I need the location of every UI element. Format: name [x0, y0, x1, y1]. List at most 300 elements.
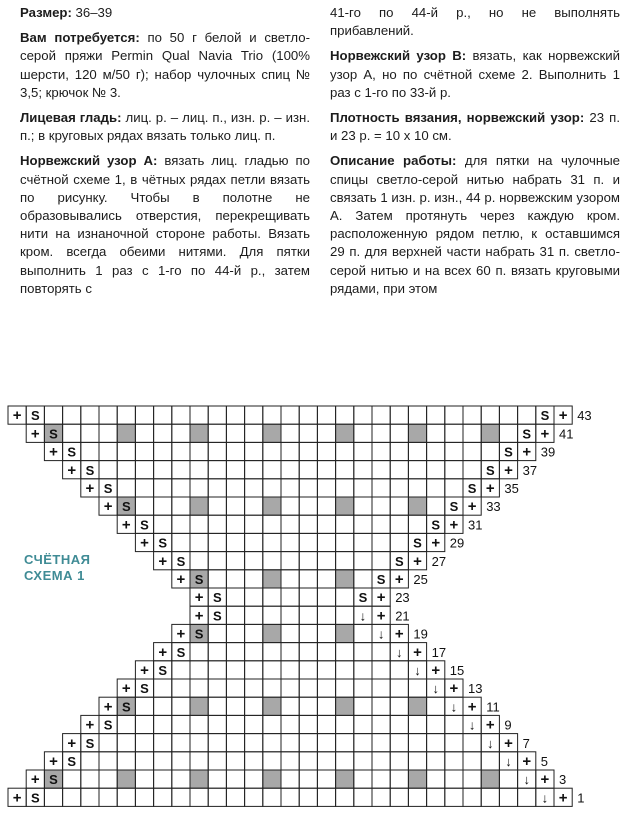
grid-cell — [317, 661, 335, 679]
grid-cell — [190, 533, 208, 551]
turn-symbol: S — [376, 571, 386, 587]
grid-cell — [390, 734, 408, 752]
grid-cell — [317, 552, 335, 570]
grid-cell — [427, 461, 445, 479]
grid-cell — [263, 533, 281, 551]
grid-cell — [390, 442, 408, 460]
edge-stitch-symbol: + — [449, 516, 459, 534]
grid-cell — [226, 624, 244, 642]
grid-cell — [44, 788, 62, 806]
grid-cell — [354, 661, 372, 679]
grid-cell — [317, 679, 335, 697]
grid-cell — [208, 552, 226, 570]
grid-cell — [372, 752, 390, 770]
grid-cell — [263, 588, 281, 606]
grid-cell — [299, 715, 317, 733]
grid-cell — [281, 770, 299, 788]
pattern-cell — [481, 770, 499, 788]
grid-cell — [245, 679, 263, 697]
grid-cell — [299, 752, 317, 770]
grid-cell — [354, 461, 372, 479]
grid-cell — [172, 533, 190, 551]
grid-cell — [299, 406, 317, 424]
grid-cell — [172, 715, 190, 733]
grid-cell — [226, 461, 244, 479]
pattern-cell — [263, 570, 281, 588]
grid-cell — [263, 715, 281, 733]
grid-cell — [463, 406, 481, 424]
paragraph — [20, 109, 310, 145]
grid-cell — [81, 406, 99, 424]
grid-cell — [63, 770, 81, 788]
grid-cell — [299, 697, 317, 715]
grid-cell — [99, 461, 117, 479]
pattern-cell — [408, 497, 426, 515]
edge-stitch-symbol: + — [394, 625, 404, 643]
grid-cell — [135, 479, 153, 497]
grid-cell — [408, 752, 426, 770]
grid-cell — [135, 770, 153, 788]
grid-cell — [154, 406, 172, 424]
grid-cell — [427, 406, 445, 424]
grid-cell — [172, 479, 190, 497]
grid-cell — [372, 497, 390, 515]
decrease-symbol: ↓ — [414, 662, 421, 678]
grid-cell — [135, 497, 153, 515]
grid-cell — [172, 697, 190, 715]
pattern-cell — [190, 697, 208, 715]
paragraph — [330, 109, 620, 145]
grid-cell — [154, 752, 172, 770]
turn-symbol: S — [212, 590, 222, 606]
pattern-cell — [408, 770, 426, 788]
grid-cell — [281, 752, 299, 770]
edge-stitch-symbol: + — [85, 716, 95, 734]
grid-cell — [427, 697, 445, 715]
grid-cell — [408, 461, 426, 479]
grid-cell — [281, 552, 299, 570]
paragraph — [20, 4, 310, 22]
grid-cell — [154, 734, 172, 752]
grid-cell — [299, 661, 317, 679]
grid-cell — [445, 461, 463, 479]
grid-cell — [172, 788, 190, 806]
edge-stitch-symbol: + — [413, 552, 422, 570]
grid-cell — [317, 479, 335, 497]
grid-cell — [226, 734, 244, 752]
grid-cell — [463, 442, 481, 460]
grid-cell — [135, 424, 153, 442]
grid-cell — [99, 788, 117, 806]
grid-cell — [226, 570, 244, 588]
grid-cell — [481, 788, 499, 806]
edge-stitch-symbol: + — [194, 589, 204, 607]
grid-cell — [354, 770, 372, 788]
grid-cell — [445, 479, 463, 497]
turn-symbol: S — [485, 462, 495, 478]
grid-cell — [245, 424, 263, 442]
turn-symbol: S — [103, 480, 113, 496]
edge-stitch-symbol: + — [12, 407, 22, 425]
grid-cell — [463, 461, 481, 479]
decrease-symbol: ↓ — [359, 608, 367, 624]
pattern-cell — [336, 770, 354, 788]
grid-cell — [299, 552, 317, 570]
grid-cell — [427, 715, 445, 733]
grid-cell — [354, 715, 372, 733]
grid-cell — [336, 643, 354, 661]
grid-cell — [299, 533, 317, 551]
pattern-cell — [117, 424, 135, 442]
grid-cell — [208, 406, 226, 424]
grid-cell — [427, 424, 445, 442]
grid-cell — [172, 442, 190, 460]
grid-cell — [299, 424, 317, 442]
paragraph-heading: Плотность вязания, норвежский узор: — [330, 110, 585, 126]
pattern-cell — [336, 697, 354, 715]
grid-cell — [499, 770, 517, 788]
row-number-label: 11 — [486, 699, 500, 715]
grid-cell — [263, 515, 281, 533]
edge-stitch-symbol: + — [394, 570, 404, 588]
turn-symbol: S — [522, 426, 532, 442]
edge-stitch-symbol: + — [103, 698, 113, 716]
pattern-cell — [190, 770, 208, 788]
row-number-label: 43 — [577, 408, 592, 424]
turn-symbol: S — [176, 644, 186, 660]
pattern-cell — [408, 697, 426, 715]
turn-symbol: S — [67, 753, 77, 769]
grid-cell — [372, 734, 390, 752]
grid-cell — [445, 715, 463, 733]
grid-cell — [245, 788, 263, 806]
grid-cell — [99, 734, 117, 752]
grid-cell — [99, 406, 117, 424]
edge-stitch-symbol: + — [176, 625, 186, 643]
grid-cell — [317, 461, 335, 479]
grid-cell — [372, 479, 390, 497]
grid-cell — [208, 734, 226, 752]
grid-cell — [281, 424, 299, 442]
grid-cell — [317, 788, 335, 806]
grid-cell — [390, 497, 408, 515]
grid-cell — [281, 606, 299, 624]
grid-cell — [317, 606, 335, 624]
grid-cell — [281, 497, 299, 515]
grid-cell — [226, 552, 244, 570]
grid-cell — [372, 461, 390, 479]
grid-cell — [226, 715, 244, 733]
grid-cell — [99, 442, 117, 460]
pattern-cell — [336, 624, 354, 642]
grid-cell — [263, 606, 281, 624]
grid-cell — [208, 624, 226, 642]
grid-cell — [390, 679, 408, 697]
grid-cell — [81, 424, 99, 442]
grid-cell — [445, 770, 463, 788]
grid-cell — [372, 406, 390, 424]
row-number-label: 19 — [413, 626, 428, 642]
grid-cell — [372, 424, 390, 442]
paragraph — [330, 152, 620, 298]
grid-cell — [317, 406, 335, 424]
grid-cell — [245, 697, 263, 715]
grid-cell — [172, 461, 190, 479]
grid-cell — [317, 643, 335, 661]
edge-stitch-symbol: + — [504, 461, 513, 479]
grid-cell — [336, 515, 354, 533]
grid-cell — [427, 497, 445, 515]
grid-cell — [245, 570, 263, 588]
edge-stitch-symbol: + — [176, 570, 186, 588]
grid-cell — [190, 479, 208, 497]
grid-cell — [208, 515, 226, 533]
grid-cell — [154, 770, 172, 788]
paragraph-heading: Норвежский узор В: — [330, 48, 467, 64]
grid-cell — [317, 734, 335, 752]
turn-symbol: S — [504, 444, 513, 460]
grid-cell — [390, 479, 408, 497]
grid-cell — [463, 752, 481, 770]
grid-cell — [408, 715, 426, 733]
turn-symbol: S — [121, 499, 131, 515]
grid-cell — [481, 442, 499, 460]
grid-cell — [354, 643, 372, 661]
edge-stitch-symbol: + — [485, 479, 495, 497]
grid-cell — [463, 424, 481, 442]
grid-cell — [408, 679, 426, 697]
pattern-cell — [190, 497, 208, 515]
grid-cell — [208, 679, 226, 697]
grid-cell — [172, 770, 190, 788]
grid-cell — [499, 406, 517, 424]
grid-cell — [99, 752, 117, 770]
decrease-symbol: ↓ — [450, 699, 458, 715]
grid-cell — [263, 752, 281, 770]
grid-cell — [135, 734, 153, 752]
decrease-symbol: ↓ — [468, 717, 476, 733]
grid-cell — [81, 788, 99, 806]
grid-cell — [263, 788, 281, 806]
grid-cell — [117, 734, 135, 752]
edge-stitch-symbol: + — [540, 771, 550, 789]
paragraph-heading: Размер: — [20, 5, 72, 20]
grid-cell — [336, 752, 354, 770]
grid-cell — [226, 770, 244, 788]
grid-cell — [445, 788, 463, 806]
grid-cell — [281, 661, 299, 679]
grid-cell — [245, 515, 263, 533]
grid-cell — [263, 552, 281, 570]
grid-cell — [299, 679, 317, 697]
paragraph — [330, 4, 620, 40]
decrease-symbol: ↓ — [505, 753, 512, 769]
grid-cell — [208, 424, 226, 442]
grid-cell — [299, 515, 317, 533]
grid-cell — [354, 515, 372, 533]
grid-cell — [336, 588, 354, 606]
pattern-cell — [336, 570, 354, 588]
edge-stitch-symbol: + — [158, 643, 168, 661]
grid-cell — [81, 770, 99, 788]
paragraph-body: для пятки на чулочные спицы светло-серой нитью набрать 31 п. и связать 1 изн. р. изн., 44 р. норвежским узором А. Затем протянуть через каждую кром. расположенную рядом петлю, к оставшимся 29 п. для верхней части набрать 31 п. светло-серой нитью и на всех 60 п. вязать круговыми рядами, при этом — [330, 153, 620, 296]
grid-cell — [154, 442, 172, 460]
grid-cell — [354, 788, 372, 806]
pattern-cell — [190, 424, 208, 442]
grid-cell — [336, 442, 354, 460]
grid-cell — [208, 661, 226, 679]
pattern-cell — [408, 424, 426, 442]
grid-cell — [390, 515, 408, 533]
grid-cell — [445, 424, 463, 442]
grid-cell — [299, 788, 317, 806]
edge-stitch-symbol: + — [431, 534, 441, 552]
grid-cell — [245, 552, 263, 570]
grid-cell — [226, 515, 244, 533]
edge-stitch-symbol: + — [12, 789, 22, 807]
grid-cell — [408, 515, 426, 533]
grid-cell — [336, 533, 354, 551]
grid-cell — [354, 497, 372, 515]
grid-cell — [427, 788, 445, 806]
grid-cell — [245, 588, 263, 606]
edge-stitch-symbol: + — [558, 407, 568, 425]
grid-cell — [44, 406, 62, 424]
row-number-label: 21 — [395, 608, 410, 624]
grid-cell — [354, 752, 372, 770]
grid-cell — [190, 752, 208, 770]
grid-cell — [408, 442, 426, 460]
grid-cell — [226, 788, 244, 806]
edge-stitch-symbol: + — [522, 752, 532, 770]
grid-cell — [299, 643, 317, 661]
grid-cell — [317, 424, 335, 442]
paragraph-body: по 50 г белой и светло-серой пряжи Permin Qual Navia Trio (100% шерсти, 120 м/50 г); набор чулочных спиц № 3,5; крючок № 3. — [20, 30, 310, 100]
grid-cell — [354, 479, 372, 497]
grid-cell — [135, 697, 153, 715]
grid-cell — [390, 697, 408, 715]
turn-symbol: S — [194, 571, 204, 587]
grid-cell — [263, 479, 281, 497]
edge-stitch-symbol: + — [558, 789, 568, 807]
pattern-cell — [263, 697, 281, 715]
grid-cell — [135, 406, 153, 424]
grid-cell — [99, 424, 117, 442]
turn-symbol: S — [49, 426, 58, 442]
grid-cell — [354, 624, 372, 642]
grid-cell — [317, 442, 335, 460]
grid-cell — [427, 752, 445, 770]
grid-cell — [317, 588, 335, 606]
grid-cell — [390, 788, 408, 806]
row-number-label: 7 — [522, 735, 530, 751]
grid-cell — [190, 643, 208, 661]
grid-cell — [317, 624, 335, 642]
edge-stitch-symbol: + — [504, 734, 513, 752]
grid-cell — [245, 752, 263, 770]
grid-cell — [390, 752, 408, 770]
grid-cell — [245, 497, 263, 515]
edge-stitch-symbol: + — [158, 552, 168, 570]
turn-symbol: S — [121, 699, 131, 715]
grid-cell — [245, 606, 263, 624]
grid-cell — [354, 679, 372, 697]
decrease-symbol: ↓ — [487, 735, 494, 751]
grid-cell — [281, 697, 299, 715]
edge-stitch-symbol: + — [121, 680, 131, 698]
row-number-label: 39 — [540, 444, 556, 460]
turn-symbol: S — [176, 553, 186, 569]
grid-cell — [299, 442, 317, 460]
grid-cell — [154, 515, 172, 533]
row-number-label: 37 — [522, 462, 538, 478]
grid-cell — [208, 752, 226, 770]
grid-cell — [172, 734, 190, 752]
grid-cell — [408, 788, 426, 806]
grid-cell — [226, 697, 244, 715]
grid-cell — [226, 533, 244, 551]
decrease-symbol: ↓ — [396, 644, 403, 660]
grid-cell — [372, 533, 390, 551]
grid-cell — [226, 424, 244, 442]
grid-cell — [317, 515, 335, 533]
grid-cell — [336, 479, 354, 497]
edge-stitch-symbol: + — [67, 734, 77, 752]
turn-symbol: S — [85, 462, 95, 478]
row-number-label: 15 — [449, 662, 465, 678]
grid-cell — [281, 515, 299, 533]
decrease-symbol: ↓ — [432, 681, 439, 697]
turn-symbol: S — [30, 408, 40, 424]
grid-cell — [245, 461, 263, 479]
grid-cell — [408, 734, 426, 752]
grid-cell — [281, 570, 299, 588]
grid-cell — [226, 752, 244, 770]
pattern-cell — [263, 624, 281, 642]
grid-cell — [190, 515, 208, 533]
turn-symbol: S — [358, 590, 368, 606]
grid-cell — [390, 461, 408, 479]
grid-cell — [172, 515, 190, 533]
grid-cell — [154, 479, 172, 497]
edge-stitch-symbol: + — [121, 516, 131, 534]
grid-cell — [154, 679, 172, 697]
grid-cell — [226, 442, 244, 460]
grid-cell — [190, 552, 208, 570]
paragraph-body: вязать лиц. гладью по счётной схеме 1, в чётных рядах петли вязать по рисунку. Чтобы в полотне не образовывались отверстия, перекрещивать нити на изнаночной стороне работы. Вязать кром. всегда обеими нитями. Для пятки выполнить 1 раз с 1-го по 44-й р., затем повторять с — [20, 153, 310, 296]
pattern-cell — [481, 424, 499, 442]
grid-cell — [354, 552, 372, 570]
grid-cell — [427, 770, 445, 788]
row-number-label: 25 — [413, 571, 428, 587]
grid-cell — [372, 552, 390, 570]
grid-cell — [245, 661, 263, 679]
grid-cell — [463, 770, 481, 788]
grid-cell — [427, 442, 445, 460]
grid-cell — [281, 734, 299, 752]
grid-cell — [336, 606, 354, 624]
grid-cell — [190, 461, 208, 479]
edge-stitch-symbol: + — [140, 534, 149, 552]
grid-cell — [317, 715, 335, 733]
grid-cell — [299, 461, 317, 479]
paragraph — [330, 47, 620, 102]
grid-cell — [117, 788, 135, 806]
turn-symbol: S — [449, 499, 459, 515]
grid-cell — [281, 624, 299, 642]
grid-cell — [299, 570, 317, 588]
grid-cell — [226, 643, 244, 661]
